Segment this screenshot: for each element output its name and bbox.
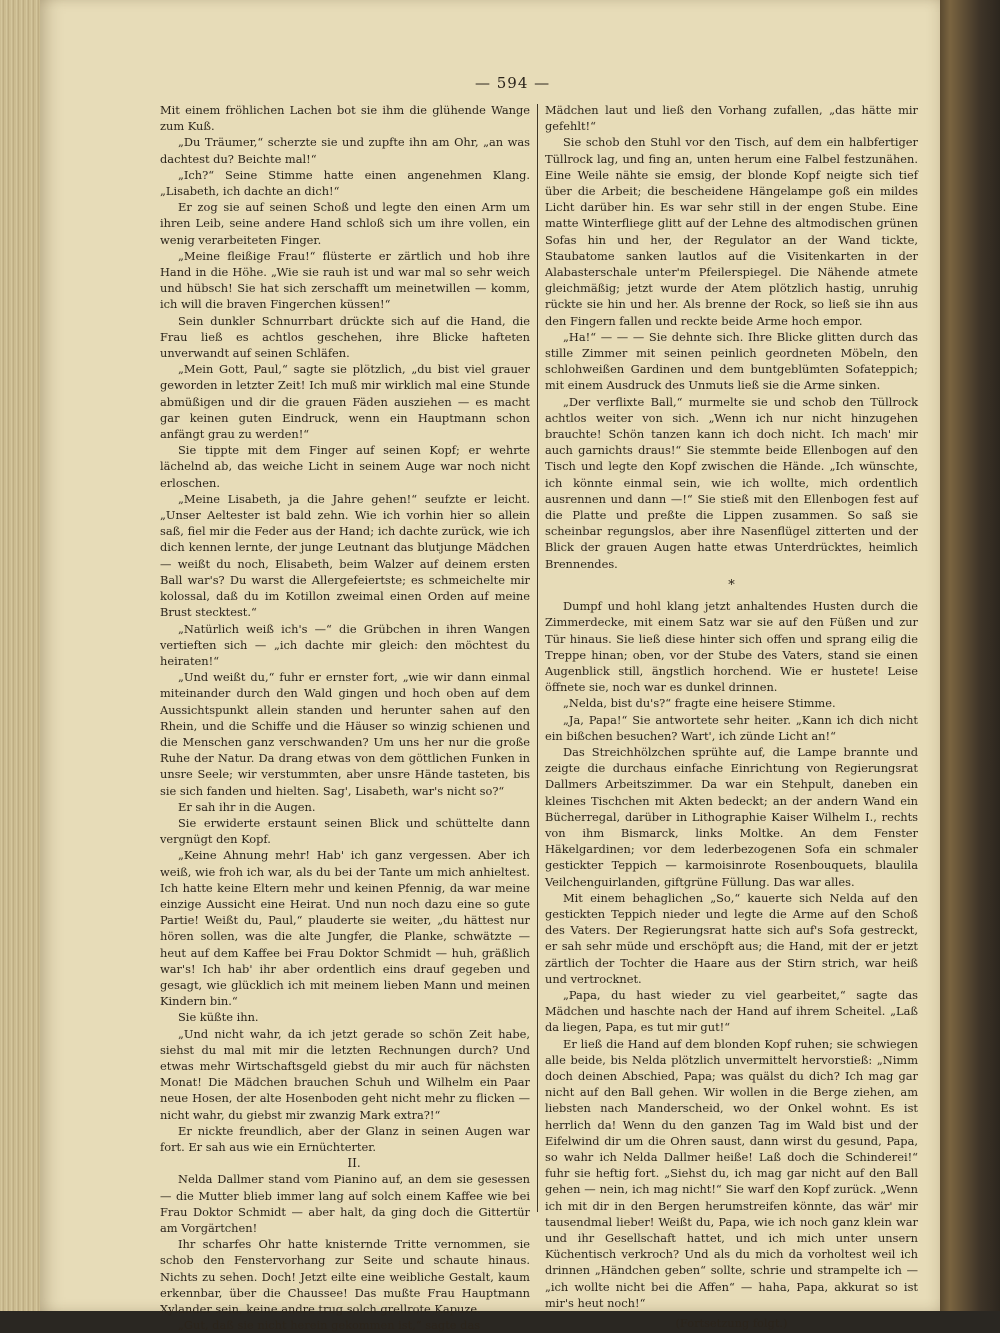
paragraph: Sein dunkler Schnurrbart drückte sich auf die Hand, die Frau ließ es achtlos geschehen, ihre Blicke hafteten unverwandt auf seinen Schläfen. [160,313,530,361]
paragraph: „Natürlich weiß ich's —“ die Grübchen in ihren Wangen vertieften sich — „ich dachte mir gleich: den möchtest du heiraten!“ [160,621,530,668]
paragraph: „Mein Gott, Paul,“ sagte sie plötzlich, „du bist viel grauer geworden in letzter Zeit! Ich muß mir wirklich mal eine Stunde abmüßigen und dir die grauen Fäden ausziehen — es macht gar keinen guten Eindruck, wenn ein Hauptmann schon anfängt grau zu werden!“ [160,362,530,442]
continuation-note: (Fortsetzung folgt.) [675,1316,788,1331]
paragraph: Dumpf und hohl klang jetzt anhaltendes Husten durch die Zimmerdecke, mit einem Satz war sie auf den Füßen und zur Tür hinaus. Sie ließ diese hinter sich offen und sprang eilig die Treppe hinan; oben, vor der Stube des Vaters, stand sie einen Augenblick still, ängstlich horchend. Wie er hustete! Leise öffnete sie, noch war es dunkel drinnen. [545,599,918,695]
paragraph: Sie küßte ihn. [178,1010,259,1025]
paragraph: Ihr scharfes Ohr hatte knisternde Tritte vernommen, sie schob den Fenstervorhang zur Seite und schaute hinaus. Nichts zu sehen. Doch! Jetzt eilte eine weibliche Gestalt, kaum erkennbar, über die Chaussee! Das mußte Frau Hauptmann Xylander sein, keine andre trug solch grellrote Kapuze. [160,1237,530,1317]
paragraph: „Ja, Papa!“ Sie antwortete sehr heiter. „Kann ich dich nicht ein bißchen besuchen? Wart', ich zünde Licht an!“ [545,712,918,743]
paragraph: Nelda Dallmer stand vom Pianino auf, an dem sie gesessen — die Mutter blieb immer lang auf solch einem Kaffee wie bei Frau Doktor Schmidt — aber halt, da ging doch die Gittertür am Vorgärtchen! [160,1172,530,1236]
section-separator: * [728,577,735,593]
paragraph: Das Streichhölzchen sprühte auf, die Lampe brannte und zeigte die durchaus einfache Einrichtung von Regierungsrat Dallmers Arbeitszimmer. Da war ein Stehpult, daneben ein kleines Tischchen mit Akten bedeckt; an der andern Wand ein Bücherregal, darüber in Lithographie Kaiser Wilhelm I., rechts von ihm Bismarck, links Moltke. An dem Fenster Häkelgardinen; vor dem lederbezogenen Sofa ein schmaler gestickter Teppich — karmoisinrote Rosenbouquets, blaulila Veilchenguirlanden, giftgrüne Füllung. Das war alles. [545,744,918,889]
paragraph: Mit einem fröhlichen Lachen bot sie ihm die glühende Wange zum Kuß. [160,103,530,134]
paragraph: „Und nicht wahr, da ich jetzt gerade so schön Zeit habe, siehst du mal mit mir die letzten Rechnungen durch? Und etwas mehr Wirtschaftsgeld giebst du mir auch für nächsten Monat! Die Mädchen brauchen Schuh und Wilhelm ein Paar neue Hosen, der alte Hosenboden geht nicht mehr zu flicken — nicht wahr, du giebst mir zwanzig Mark extra?!“ [160,1026,530,1122]
page-number: — 594 — [475,74,551,92]
book-binding-edge [940,0,1000,1311]
paragraph: „Ich?“ Seine Stimme hatte einen angenehmen Klang. „Lisabeth, ich dachte an dich!“ [160,167,530,199]
paragraph: „Nelda, bist du's?“ fragte eine heisere Stimme. [563,696,836,711]
paragraph: „Ha!“ — — — Sie dehnte sich. Ihre Blicke glitten durch das stille Zimmer mit seinen peinlich geordneten Möbeln, den schlohweißen Gardinen und dem buntgeblümten Sofateppich; mit einem Ausdruck des Unmuts ließ sie die Arme sinken. [545,329,918,393]
paragraph: „Der verflixte Ball,“ murmelte sie und schob den Tüllrock achtlos weiter von sich. „Wenn ich nur nicht hinzugehen brauchte! Schön tanzen kann ich doch nicht. Ich mach' mir auch garnichts draus!“ Sie stemmte beide Ellenbogen auf den Tisch und legte den Kopf zwischen die Hände. „Ich wünschte, ich könnte einmal sein, wie ich wollte, mich ordentlich ausrennen und dann —!“ Sie stieß mit den Ellenbogen fest auf die Platte und preßte die Lippen zusammen. So saß sie scheinbar regungslos, aber ihre Nasenflügel zitterten und der Blick der grauen Augen hatte etwas Unterdrücktes, heimlich Brennendes. [545,394,918,571]
paragraph: „Und weißt du,“ fuhr er ernster fort, „wie wir dann einmal miteinander durch den Wald gingen und hoch oben auf dem Aussichtspunkt allein standen und herunter sahen auf den Rhein, und die Schiffe und die Häuser so winzig schienen und die Menschen ganz verschwanden? Um uns her nur die große Ruhe der Natur. Da drang etwas von dem göttlichen Funken in unsre Seele; wir verstummten, aber unsre Hände tasteten, bis sie sich fanden und hielten. Sag', Lisabeth, war's nicht so?“ [160,670,530,798]
paragraph: Sie tippte mit dem Finger auf seinen Kopf; er wehrte lächelnd ab, das weiche Licht in seinem Auge war noch nicht erloschen. [160,443,530,490]
paragraph: Mädchen laut und ließ den Vorhang zufallen, „das hätte mir gefehlt!“ [545,103,918,134]
paragraph: Er nickte freundlich, aber der Glanz in seinen Augen war fort. Er sah aus wie ein Ernüchterter. [160,1123,530,1154]
paragraph: „Du Träumer,“ scherzte sie und zupfte ihn am Ohr, „an was dachtest du? Beichte mal!“ [160,135,530,166]
paragraph: Sie schob den Stuhl vor den Tisch, auf dem ein halbfertiger Tüllrock lag, und fing an, unten herum eine Falbel festzunähen. Eine Weile nähte sie emsig, der blonde Kopf neigte sich tief über die Arbeit; die bescheidene Hängelampe goß ein mildes Licht darüber hin. Es war sehr still in der engen Stube. Eine matte Winterfliege glitt auf der Lehne des altmodischen grünen Sofas hin und her, der Regulator an der Wand tickte, Staubatome sanken lautlos auf die Visitenkarten in der Alabasterschale unter'm Pfeilerspiegel. Die Nähende atmete gleichmäßig; jetzt wurde der Atem plötzlich hastig, unruhig rückte sie hin und her. Als brenne der Rock, so ließ sie ihn aus den Fingern fallen und reckte beide Arme hoch empor. [545,135,918,328]
paragraph: Er ließ die Hand auf dem blonden Kopf ruhen; sie schwiegen alle beide, bis Nelda plötzlich unvermittelt hervorstieß: „Nimm doch deinen Abschied, Papa; was quälst du dich? Ich mag gar nicht auf den Ball gehen. Wir wollen in die Berge ziehen, am liebsten nach Manderscheid, wo der Onkel wohnt. Es ist herrlich da! Wenn du den ganzen Tag im Wald bist und der Eifelwind dir um die Ohren saust, dann wirst du gesund, Papa, so wahr ich Nelda Dallmer heiße! Laß doch die Schinderei!“ fuhr sie heftig fort. „Siehst du, ich mag gar nicht auf den Ball gehen — nein, ich mag nicht!“ Sie warf den Kopf zurück. „Wenn ich mit dir in den Bergen herumstreifen könnte, das wär' mir tausendmal lieber! Weißt du, Papa, wie ich noch ganz klein war und ihr Gesellschaft hattet, und ich mich unter unsern Küchentisch verkroch? Und als du mich da vorholtest weil ich drinnen „Händchen geben“ sollte, schrie und strampelte ich — „ich wollte nicht bei die Affen“ — haha, Papa, akkurat so ist mir's heut noch!“ [545,1036,918,1310]
left-column [160,102,530,1333]
right-column [545,102,918,1331]
paragraph: „Meine fleißige Frau!“ flüsterte er zärtlich und hob ihre Hand in die Höhe. „Wie sie rauh ist und war mal so sehr weich und hübsch! Sie hat sich zerschafft um meinetwillen — komm, ich will die braven Fingerchen küssen!“ [160,248,530,312]
paragraph: „Meine Lisabeth, ja die Jahre gehen!“ seufzte er leicht. „Unser Aeltester ist bald zehn. Wie ich vorhin hier so allein saß, fiel mir die Feder aus der Hand; ich dachte zurück, wie ich dich kennen lernte, der junge Leutnant das blutjunge Mädchen — weißt du noch, Elisabeth, beim Walzer auf deinem ersten Ball war's? Du warst die Allergefeiertste; es schmeichelte mir kolossal, daß du im Kotillon zweimal einen Orden auf meine Brust stecktest.“ [160,491,530,620]
paragraph: Er zog sie auf seinen Schoß und legte den einen Arm um ihren Leib, seine andere Hand schloß sich um ihre vollen, ein wenig verarbeiteten Finger. [160,200,530,247]
paragraph: Mit einem behaglichen „So,“ kauerte sich Nelda auf den gestickten Teppich nieder und legte die Arme auf den Schoß des Vaters. Der Regierungsrat hatte sich auf's Sofa gestreckt, er sah sehr müde und erschöpft aus; die Hand, mit der er jetzt zärtlich der Tochter die Haare aus der Stirn strich, war heiß und vertrocknet. [545,890,918,986]
section-heading: II. [347,1156,361,1171]
paragraph: „Papa, du hast wieder zu viel gearbeitet,“ sagte das Mädchen und haschte nach der Hand auf ihrem Scheitel. „Laß da liegen, Papa, es tut mir gut!“ [545,987,918,1035]
paragraph: Er sah ihr in die Augen. [178,799,316,814]
column-divider [537,104,538,1212]
paragraph: „Gut, daß sie nicht herein gekommen ist,“ sagte das [178,1318,481,1333]
paragraph: Sie erwiderte erstaunt seinen Blick und schüttelte dann vergnügt den Kopf. [160,815,530,847]
paragraph: „Keine Ahnung mehr! Hab' ich ganz vergessen. Aber ich weiß, wie froh ich war, als du bei der Tante um mich anhieltest. Ich hatte keine Eltern mehr und keinen Pfennig, da war meine einzige Aussicht eine Heirat. Und nun noch dazu eine so gute Partie! Weißt du, Paul,“ plauderte sie weiter, „du hättest nur hören sollen, was die alte Jungfer, die Planke, schwätzte — heut auf dem Kaffee bei Frau Doktor Schmidt — huh, gräßlich war's! Ich hab' ihr aber ordentlich eins drauf gegeben und gesagt, wie glücklich ich mit meinem lieben Mann und meinen Kindern bin.“ [160,848,530,1009]
